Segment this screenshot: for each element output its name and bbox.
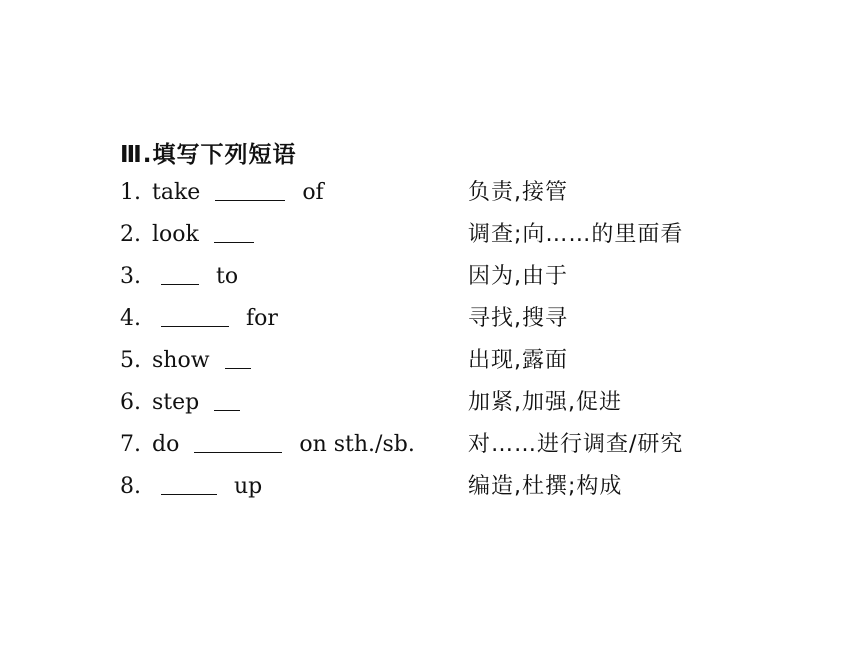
phrase-number: 5. bbox=[120, 348, 141, 373]
phrase-row-7 bbox=[120, 428, 760, 464]
phrase-text-before: look bbox=[152, 222, 199, 247]
phrase-meaning: 因为,由于 bbox=[468, 264, 568, 289]
phrase-english bbox=[120, 218, 455, 252]
answer-blank bbox=[161, 303, 229, 327]
phrase-number: 4. bbox=[120, 306, 141, 331]
phrase-list bbox=[120, 176, 760, 506]
phrase-english bbox=[120, 386, 455, 420]
phrase-english bbox=[120, 260, 455, 294]
phrase-english bbox=[120, 302, 455, 336]
answer-blank bbox=[214, 219, 254, 243]
phrase-text-after: up bbox=[234, 474, 263, 499]
phrase-meaning: 调查;向……的里面看 bbox=[468, 222, 684, 247]
phrase-number: 8. bbox=[120, 474, 141, 499]
phrase-number: 7. bbox=[120, 432, 141, 457]
phrase-row-4 bbox=[120, 302, 760, 338]
phrase-meaning: 负责,接管 bbox=[468, 180, 568, 205]
answer-blank bbox=[161, 471, 217, 495]
phrase-english bbox=[120, 428, 455, 462]
phrase-text-after: for bbox=[246, 306, 278, 331]
phrase-english bbox=[120, 470, 455, 504]
phrase-text-before: do bbox=[152, 432, 180, 457]
answer-blank bbox=[161, 261, 199, 285]
phrase-row-5 bbox=[120, 344, 760, 380]
answer-blank bbox=[225, 345, 251, 369]
phrase-text-before: take bbox=[152, 180, 201, 205]
phrase-text-before: show bbox=[152, 348, 210, 373]
answer-blank bbox=[194, 429, 282, 453]
phrase-text-after: of bbox=[302, 180, 324, 205]
phrase-number: 3. bbox=[120, 264, 141, 289]
phrase-row-3 bbox=[120, 260, 760, 296]
section-title: Ⅲ.填写下列短语 bbox=[120, 142, 297, 168]
phrase-meaning: 加紧,加强,促进 bbox=[468, 390, 622, 415]
phrase-english bbox=[120, 344, 455, 378]
phrase-meaning: 编造,杜撰;构成 bbox=[468, 474, 623, 499]
phrase-text-after: to bbox=[216, 264, 239, 289]
phrase-english bbox=[120, 176, 455, 210]
answer-blank bbox=[214, 387, 240, 411]
phrase-meaning: 出现,露面 bbox=[468, 348, 568, 373]
phrase-row-1 bbox=[120, 176, 760, 212]
phrase-number: 6. bbox=[120, 390, 141, 415]
phrase-text-before: step bbox=[152, 390, 200, 415]
phrase-text-after: on sth./sb. bbox=[299, 432, 415, 457]
phrase-number: 2. bbox=[120, 222, 141, 247]
phrase-row-2 bbox=[120, 218, 760, 254]
phrase-row-6 bbox=[120, 386, 760, 422]
phrase-row-8 bbox=[120, 470, 760, 506]
phrase-meaning: 寻找,搜寻 bbox=[468, 306, 568, 331]
phrase-number: 1. bbox=[120, 180, 141, 205]
phrase-meaning: 对……进行调查/研究 bbox=[468, 432, 684, 457]
answer-blank bbox=[215, 177, 285, 201]
